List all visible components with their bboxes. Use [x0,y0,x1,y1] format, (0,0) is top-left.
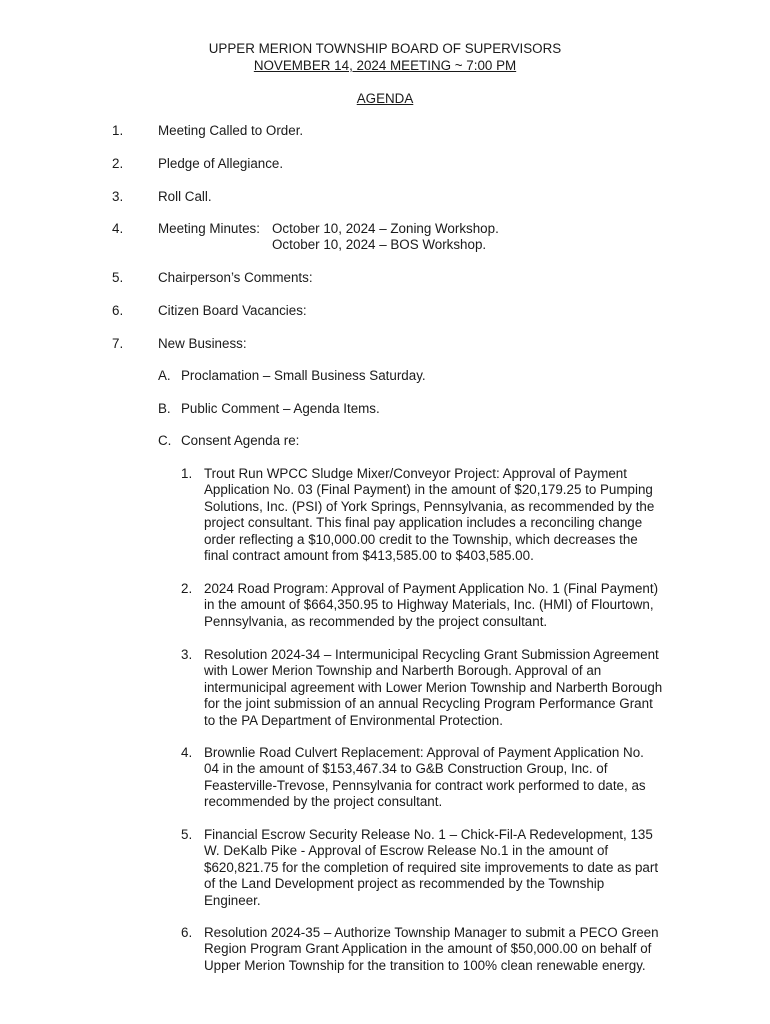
agenda-item-text: Meeting Minutes: [158,221,260,236]
new-business-text: Public Comment – Agenda Items. [181,401,380,416]
consent-item-number: 4. [181,745,193,760]
minutes-line-bos: October 10, 2024 – BOS Workshop. [272,237,487,252]
new-business-text: Consent Agenda re: [181,433,300,448]
meeting-date-time: NOVEMBER 14, 2024 MEETING ~ 7:00 PM [253,58,517,73]
agenda-item-text: Roll Call. [158,189,212,204]
consent-item-number: 5. [181,827,193,842]
consent-item-number: 3. [181,647,193,662]
consent-item-number: 1. [181,466,193,481]
new-business-text: Proclamation – Small Business Saturday. [181,368,426,383]
agenda-heading: AGENDA [356,91,414,106]
agenda-item-text: Citizen Board Vacancies: [158,303,307,318]
new-business-letter: A. [158,368,171,383]
agenda-page: UPPER MERION TOWNSHIP BOARD OF SUPERVISORS NOVEMBER 14, 2024 MEETING ~ 7:00 PM AGENDA 1. Meeting Called to Order. 2. Pledge of Allegiance. 3. Roll Call. 4. Meeting Minutes: October 10, 2024 – Zoning Workshop. October 10, 2024 – BOS Workshop. 5. Chairperson’s Comments: 6. Citizen Board Vacancies: 7. New Business: A. Proclamation – Small Business Saturday. B. Public Comment – Agenda Items. C. Consent Agenda re: 1. Trout Run WPCC Sludge Mixer/Conveyor Project: Approval of Payment Application No. 03 (Final Payment) in the amount of $20,179.25 to Pumping Solutions, Inc. (PSI) of York Springs, Pennsylvania, as recommended by the project consultant. This final pay application includes a reconciling change order reflecting a $10,000.00 credit to the Township, which decreases the final contract amount from $413,585.00 to $403,585.00. 2. 2024 Road Program: Approval of Payment Application No. 1 (Final Payment) in the amount of $664,350.95 to Highway Materials, Inc. (HMI) of Flourtown, Pennsylvania, as recommended by the project consultant. 3. Resolution 2024-34 – Intermunicipal Recycling Grant Submission Agreement with Lower Merion Township and Narberth Borough. Approval of an intermunicipal agreement with Lower Merion Township and Narberth Borough for the joint submission of an annual Recycling Program Performance Grant to the PA Department of Environmental Protection. 4. Brownlie Road Culvert Replacement: Approval of Payment Application No. 04 in the amount of $153,467.34 to G&B Construction Group, Inc. of Feasterville-Trevose, Pennsylvania for contract work performed to date, as recommended by the project consultant. 5. Financial Escrow Security Release No. 1 – Chick-Fil-A Redevelopment, 135 W. DeKalb Pike - Approval of Escrow Release No.1 in the amount of $620,821.75 for the completion of required site improvements to date as part of the Land Development project as recommended by the Township Engineer. 6. Resolution 2024-35 – Authorize Township Manager to submit a PECO Green Region Program Grant Application in the amount of $50,000.00 on behalf of Upper Merion Township for the transition to 100% clean renewable energy. [0,0,770,1024]
agenda-item-number: 1. [112,123,124,138]
board-title: UPPER MERION TOWNSHIP BOARD OF SUPERVISORS [208,41,562,56]
consent-item-number: 6. [181,925,193,940]
agenda-item-number: 4. [112,221,124,236]
agenda-item-text: Chairperson’s Comments: [158,270,313,285]
agenda-item-number: 3. [112,189,124,204]
agenda-item-number: 6. [112,303,124,318]
consent-item-number: 2. [181,581,193,596]
new-business-letter: C. [158,433,172,448]
agenda-item-text: New Business: [158,336,247,351]
new-business-letter: B. [158,401,171,416]
agenda-item-number: 2. [112,156,124,171]
agenda-item-text: Meeting Called to Order. [158,123,304,138]
agenda-item-number: 7. [112,336,124,351]
minutes-line-zoning: October 10, 2024 – Zoning Workshop. [272,221,499,236]
agenda-item-text: Pledge of Allegiance. [158,156,284,171]
agenda-item-number: 5. [112,270,124,285]
